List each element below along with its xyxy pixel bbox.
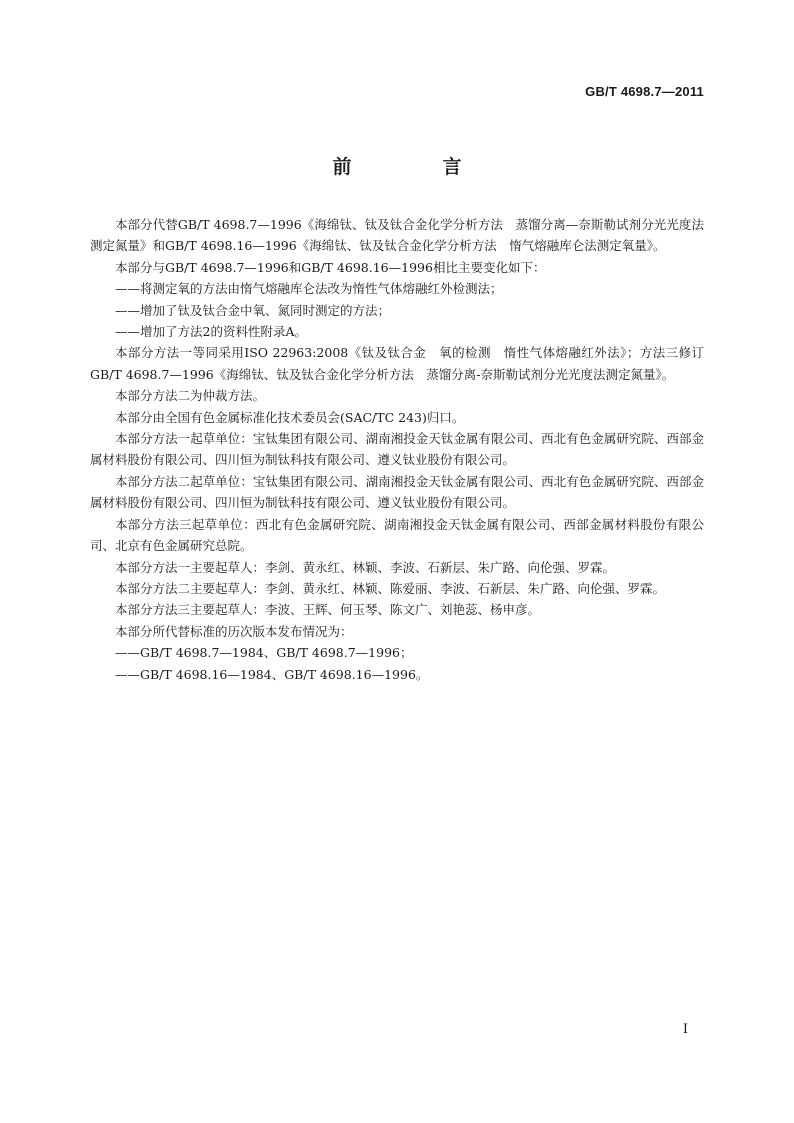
paragraph-drafters-units-1: 本部分方法一起草单位：宝钛集团有限公司、湖南湘投金天钛金属有限公司、西北有色金属研究院、西部金属材料股份有限公司、四川恒为制钛科技有限公司、遵义钛业股份有限公司。	[90, 431, 704, 468]
paragraph-method-adoption: 本部分方法一等同采用ISO 22963:2008《钛及钛合金 氧的检测 惰性气体熔融红外法》；方法三修订GB/T 4698.7—1996《海绵钛、钛及钛合金化学分析方法 蒸馏分离-奈斯勒试剂分光光度法测定氮量》。	[90, 345, 704, 382]
paragraph-drafters-units-2: 本部分方法二起草单位：宝钛集团有限公司、湖南湘投金天钛金属有限公司、西北有色金属研究院、西部金属材料股份有限公司、四川恒为制钛科技有限公司、遵义钛业股份有限公司。	[90, 473, 704, 511]
paragraph-drafters-units-3: 本部分方法三起草单位：西北有色金属研究院、湖南湘投金天钛金属有限公司、西部金属材料股份有限公司、北京有色金属研究总院。	[90, 516, 704, 554]
list-item-history-2: ——GB/T 4698.16—1984、GB/T 4698.16—1996。	[115, 666, 429, 682]
paragraph-history-intro: 本部分所代替标准的历次版本发布情况为：	[115, 623, 353, 639]
list-item-history-1: ——GB/T 4698.7—1984、GB/T 4698.7—1996；	[115, 645, 413, 661]
paragraph-replaces: 本部分代替GB/T 4698.7—1996《海绵钛、钛及钛合金化学分析方法 蒸馏分离—奈斯勒试剂分光光度法测定氮量》和GB/T 4698.16—1996《海绵钛、钛及钛合金化学分析方法 惰气熔融库仑法测定氧量》。	[90, 217, 704, 254]
paragraph-arbitration: 本部分方法二为仲裁方法。	[115, 388, 266, 404]
list-item-change-1: ——将测定氧的方法由惰气熔融库仑法改为惰性气体熔融红外检测法；	[115, 281, 503, 297]
list-item-change-3: ——增加了方法2的资料性附录A。	[115, 324, 307, 340]
paragraph-drafters-1: 本部分方法一主要起草人：李剑、黄永红、林颖、李波、石新层、朱广路、向伦强、罗霖。	[115, 559, 616, 575]
standard-code: GB/T 4698.7—2011	[585, 84, 704, 99]
paragraph-drafters-3: 本部分方法三主要起草人：李波、王辉、何玉琴、陈文广、刘艳蕊、杨申彦。	[115, 602, 541, 618]
page-title: 前 言	[332, 156, 498, 178]
paragraph-changes-intro: 本部分与GB/T 4698.7—1996和GB/T 4698.16—1996相比主要变化如下：	[115, 259, 546, 275]
paragraph-committee: 本部分由全国有色金属标准化技术委员会(SAC/TC 243)归口。	[115, 409, 465, 425]
list-item-change-2: ——增加了钛及钛合金中氧、氮同时测定的方法；	[115, 302, 391, 318]
document-body	[90, 214, 704, 685]
paragraph-drafters-2: 本部分方法二主要起草人：李剑、黄永红、林颖、陈爱丽、李波、石新层、朱广路、向伦强、罗霖。	[115, 580, 666, 596]
page-number: I	[682, 1022, 688, 1037]
